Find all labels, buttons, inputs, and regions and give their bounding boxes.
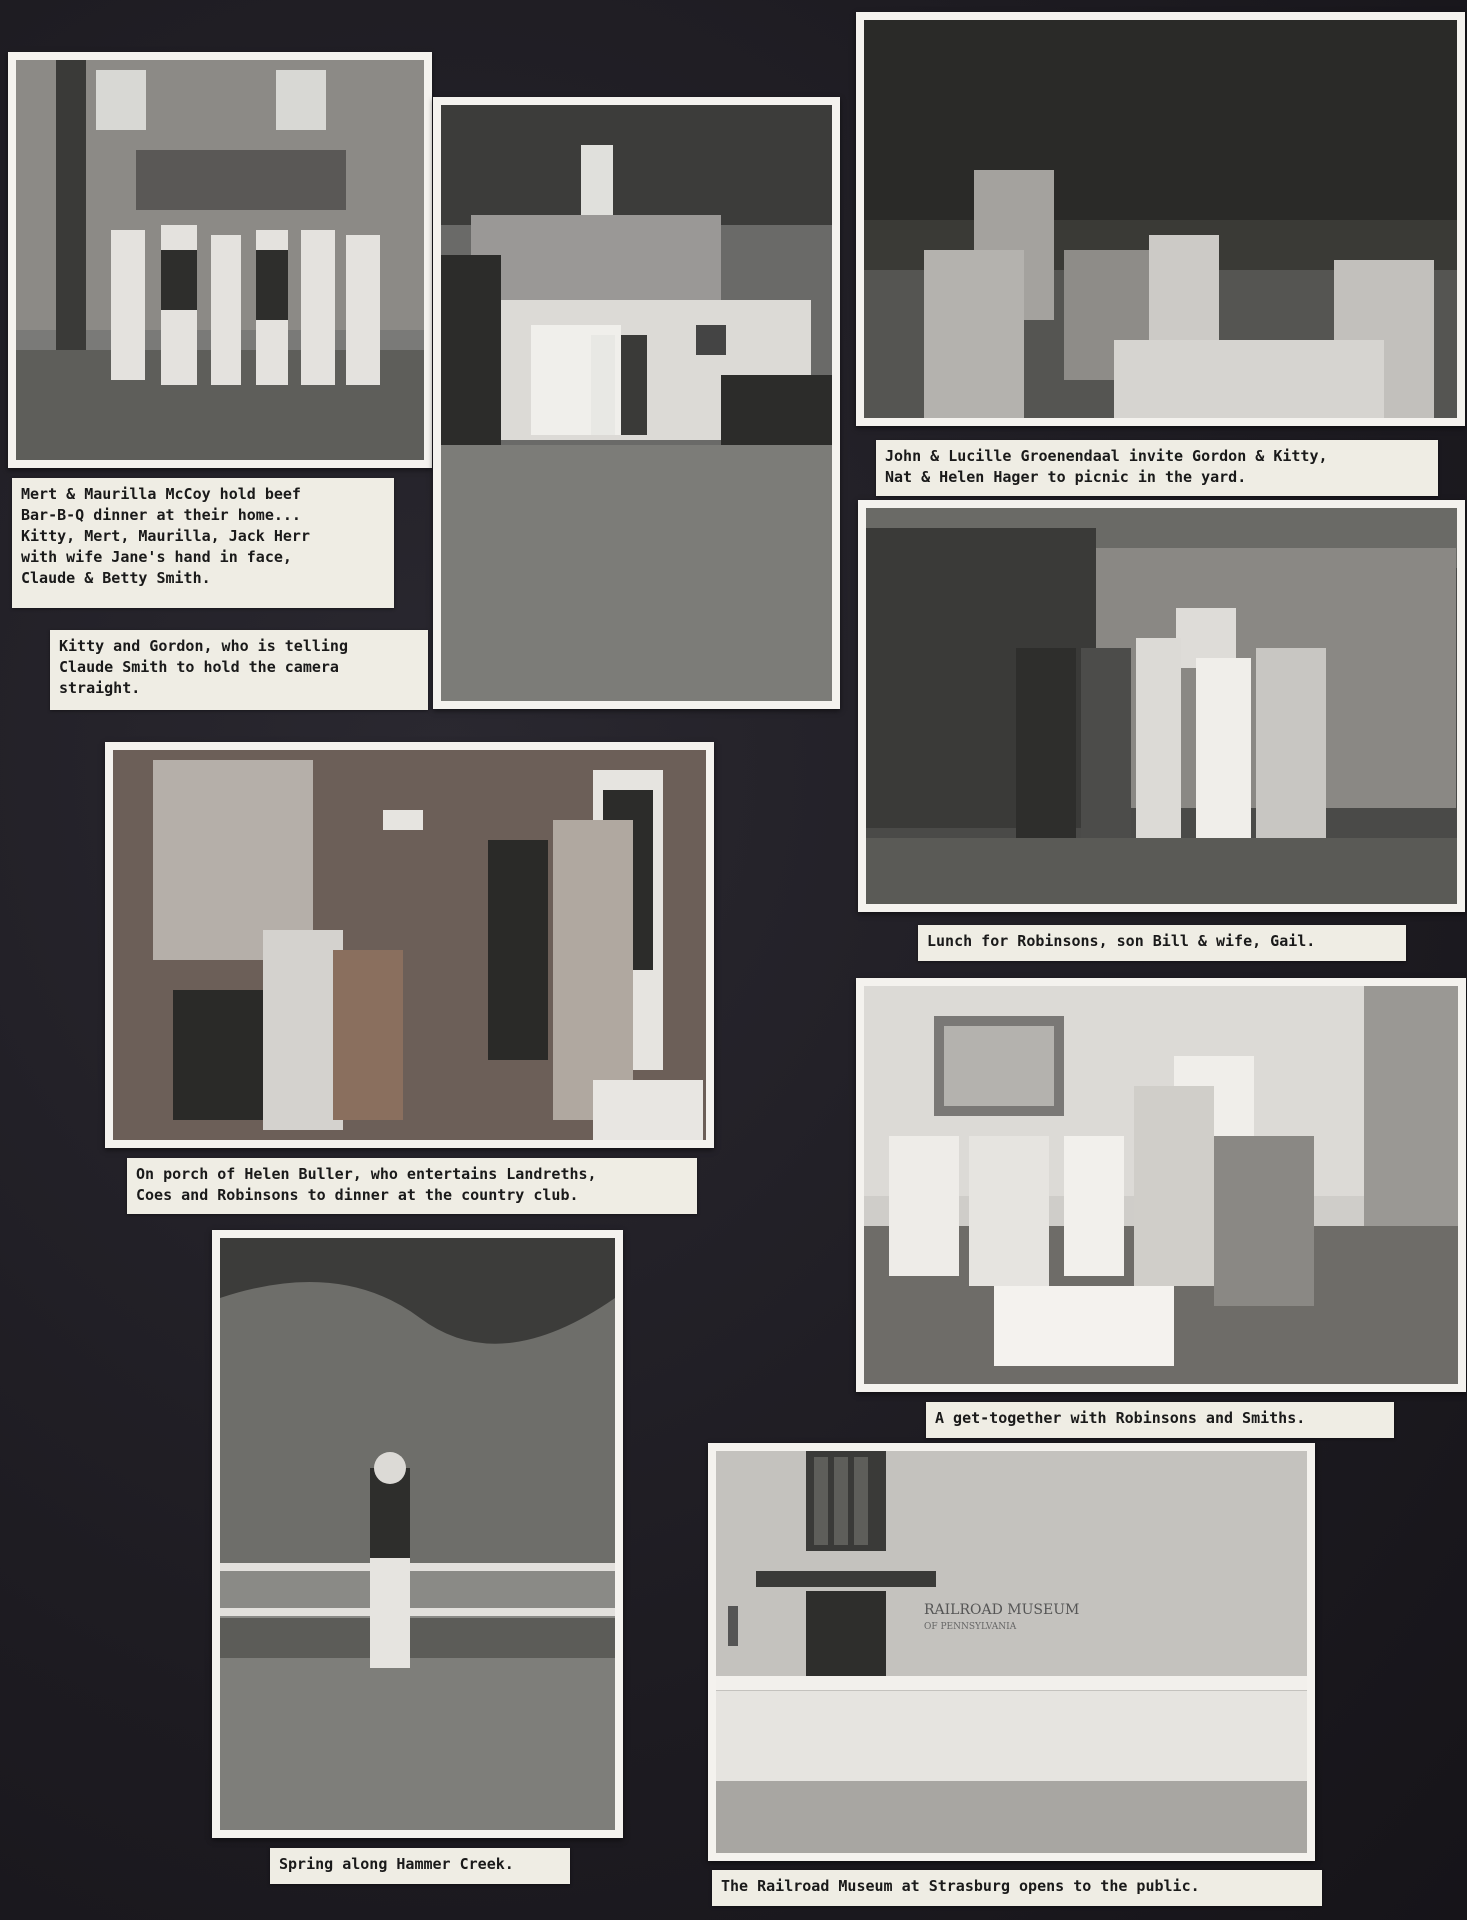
photo-get-together-image xyxy=(864,986,1458,1384)
photo-hammer-creek-image xyxy=(220,1238,615,1830)
photo-get-together xyxy=(856,978,1466,1392)
photo-groenendaal-picnic-image xyxy=(864,20,1457,418)
photo-buller-porch xyxy=(105,742,714,1148)
photo-kitty-gordon xyxy=(433,97,840,709)
photo-railroad-museum xyxy=(708,1443,1315,1861)
photo-hammer-creek xyxy=(212,1230,623,1838)
photo-groenendaal-picnic xyxy=(856,12,1465,426)
photo-kitty-gordon-image xyxy=(441,105,832,701)
museum-sign-line2: OF PENNSYLVANIA xyxy=(924,1622,1017,1632)
caption-mccoy-bbq: Mert & Maurilla McCoy hold beef Bar-B-Q dinner at their home... Kitty, Mert, Maurilla, Jack Herr with wife Jane's hand in face, Claude & Betty Smith. xyxy=(12,478,394,608)
caption-hammer-creek: Spring along Hammer Creek. xyxy=(270,1848,570,1884)
photo-robinsons-lunch-image xyxy=(866,508,1457,904)
caption-groenendaal-picnic: John & Lucille Groenendaal invite Gordon & Kitty, Nat & Helen Hager to picnic in the yard. xyxy=(876,440,1438,496)
caption-railroad-museum: The Railroad Museum at Strasburg opens to the public. xyxy=(712,1870,1322,1906)
photo-buller-porch-image xyxy=(113,750,706,1140)
photo-mccoy-bbq-image xyxy=(16,60,424,460)
photo-robinsons-lunch xyxy=(858,500,1465,912)
caption-robinsons-lunch: Lunch for Robinsons, son Bill & wife, Gail. xyxy=(918,925,1406,961)
caption-kitty-gordon: Kitty and Gordon, who is telling Claude Smith to hold the camera straight. xyxy=(50,630,428,710)
caption-get-together: A get-together with Robinsons and Smiths. xyxy=(926,1402,1394,1438)
museum-sign-line1: RAILROAD MUSEUM xyxy=(924,1602,1080,1618)
caption-buller-porch: On porch of Helen Buller, who entertains Landreths, Coes and Robinsons to dinner at the country club. xyxy=(127,1158,697,1214)
photo-railroad-museum-image xyxy=(716,1451,1307,1853)
photo-mccoy-bbq xyxy=(8,52,432,468)
